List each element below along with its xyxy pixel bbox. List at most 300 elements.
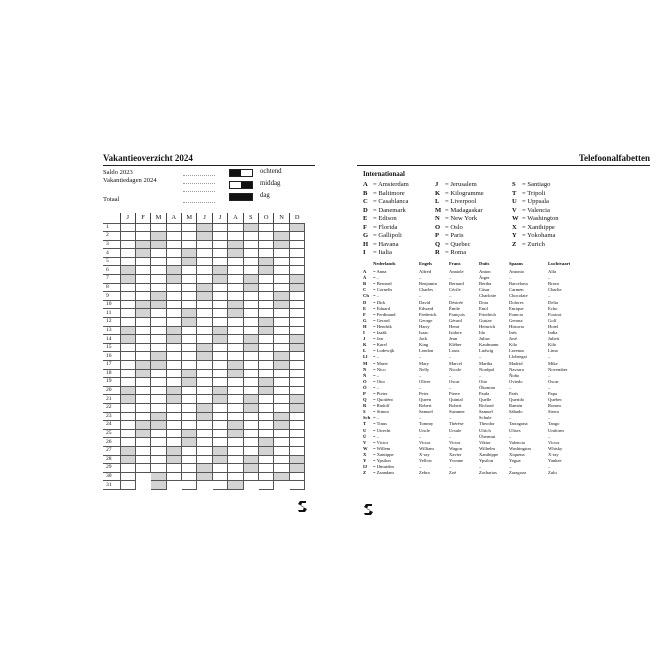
day-cell[interactable]	[166, 318, 181, 327]
day-cell[interactable]	[274, 283, 289, 292]
day-cell[interactable]	[197, 292, 212, 301]
day-cell[interactable]	[182, 412, 197, 421]
day-cell[interactable]	[212, 326, 227, 335]
day-cell[interactable]	[243, 361, 258, 370]
day-cell[interactable]	[182, 481, 197, 490]
day-cell[interactable]	[289, 412, 304, 421]
day-cell[interactable]	[259, 403, 274, 412]
day-cell[interactable]	[274, 378, 289, 387]
day-cell[interactable]	[212, 472, 227, 481]
day-cell[interactable]	[197, 412, 212, 421]
day-cell[interactable]	[197, 378, 212, 387]
day-cell[interactable]	[212, 300, 227, 309]
day-cell[interactable]	[197, 275, 212, 284]
day-cell[interactable]	[259, 412, 274, 421]
day-cell[interactable]	[166, 421, 181, 430]
day-cell[interactable]	[120, 386, 135, 395]
day-cell[interactable]	[212, 361, 227, 370]
day-cell[interactable]	[259, 232, 274, 241]
day-cell[interactable]	[289, 472, 304, 481]
day-cell[interactable]	[182, 318, 197, 327]
day-cell[interactable]	[274, 318, 289, 327]
day-cell[interactable]	[274, 464, 289, 473]
day-cell[interactable]	[120, 326, 135, 335]
day-cell[interactable]	[228, 309, 243, 318]
day-cell[interactable]	[243, 403, 258, 412]
day-cell[interactable]	[243, 283, 258, 292]
day-cell[interactable]	[151, 455, 166, 464]
day-cell[interactable]	[135, 266, 150, 275]
day-cell[interactable]	[274, 275, 289, 284]
day-cell[interactable]	[259, 472, 274, 481]
day-cell[interactable]	[135, 232, 150, 241]
day-cell[interactable]	[151, 472, 166, 481]
day-cell[interactable]	[274, 429, 289, 438]
day-cell[interactable]	[151, 318, 166, 327]
day-cell[interactable]	[182, 472, 197, 481]
day-cell[interactable]	[228, 283, 243, 292]
day-cell[interactable]	[151, 421, 166, 430]
day-cell[interactable]	[135, 412, 150, 421]
day-cell[interactable]	[182, 257, 197, 266]
day-cell[interactable]	[120, 403, 135, 412]
day-cell[interactable]	[289, 352, 304, 361]
day-cell[interactable]	[289, 283, 304, 292]
day-cell[interactable]	[274, 232, 289, 241]
day-cell[interactable]	[182, 369, 197, 378]
day-cell[interactable]	[228, 292, 243, 301]
day-cell[interactable]	[135, 464, 150, 473]
day-cell[interactable]	[289, 369, 304, 378]
day-cell[interactable]	[120, 335, 135, 344]
day-cell[interactable]	[197, 403, 212, 412]
day-cell[interactable]	[166, 249, 181, 258]
day-cell[interactable]	[151, 275, 166, 284]
day-cell[interactable]	[259, 446, 274, 455]
day-cell[interactable]	[120, 318, 135, 327]
day-cell[interactable]	[228, 446, 243, 455]
day-cell[interactable]	[228, 403, 243, 412]
day-cell[interactable]	[274, 326, 289, 335]
day-cell[interactable]	[243, 223, 258, 232]
day-cell[interactable]	[166, 446, 181, 455]
day-cell[interactable]	[259, 455, 274, 464]
day-cell[interactable]	[289, 403, 304, 412]
day-cell[interactable]	[274, 240, 289, 249]
day-cell[interactable]	[182, 446, 197, 455]
day-cell[interactable]	[166, 464, 181, 473]
day-cell[interactable]	[182, 378, 197, 387]
day-cell[interactable]	[243, 335, 258, 344]
day-cell[interactable]	[166, 343, 181, 352]
day-cell[interactable]	[151, 446, 166, 455]
day-cell[interactable]	[135, 446, 150, 455]
day-cell[interactable]	[120, 421, 135, 430]
day-cell[interactable]	[120, 309, 135, 318]
day-cell[interactable]	[120, 361, 135, 370]
day-cell[interactable]	[135, 240, 150, 249]
day-cell[interactable]	[259, 283, 274, 292]
day-cell[interactable]	[243, 249, 258, 258]
day-cell[interactable]	[120, 300, 135, 309]
day-cell[interactable]	[228, 429, 243, 438]
day-cell[interactable]	[228, 421, 243, 430]
day-cell[interactable]	[166, 300, 181, 309]
day-cell[interactable]	[228, 326, 243, 335]
day-cell[interactable]	[120, 378, 135, 387]
day-cell[interactable]	[197, 352, 212, 361]
day-cell[interactable]	[228, 455, 243, 464]
day-cell[interactable]	[135, 352, 150, 361]
day-cell[interactable]	[120, 223, 135, 232]
day-cell[interactable]	[197, 343, 212, 352]
day-cell[interactable]	[120, 257, 135, 266]
day-cell[interactable]	[259, 369, 274, 378]
day-cell[interactable]	[151, 378, 166, 387]
day-cell[interactable]	[182, 266, 197, 275]
day-cell[interactable]	[259, 249, 274, 258]
day-cell[interactable]	[243, 455, 258, 464]
day-cell[interactable]	[166, 386, 181, 395]
day-cell[interactable]	[135, 249, 150, 258]
day-cell[interactable]	[212, 412, 227, 421]
day-cell[interactable]	[243, 266, 258, 275]
day-cell[interactable]	[120, 369, 135, 378]
day-cell[interactable]	[151, 257, 166, 266]
day-cell[interactable]	[120, 232, 135, 241]
day-cell[interactable]	[228, 472, 243, 481]
day-cell[interactable]	[259, 378, 274, 387]
day-cell[interactable]	[212, 275, 227, 284]
day-cell[interactable]	[166, 412, 181, 421]
day-cell[interactable]	[212, 292, 227, 301]
day-cell[interactable]	[259, 257, 274, 266]
day-cell[interactable]	[135, 318, 150, 327]
day-cell[interactable]	[212, 455, 227, 464]
day-cell[interactable]	[243, 429, 258, 438]
day-cell[interactable]	[120, 429, 135, 438]
day-cell[interactable]	[135, 429, 150, 438]
day-cell[interactable]	[197, 455, 212, 464]
day-cell[interactable]	[274, 335, 289, 344]
day-cell[interactable]	[151, 352, 166, 361]
day-cell[interactable]	[243, 395, 258, 404]
day-cell[interactable]	[289, 326, 304, 335]
day-cell[interactable]	[289, 395, 304, 404]
day-cell[interactable]	[259, 318, 274, 327]
day-cell[interactable]	[151, 249, 166, 258]
day-cell[interactable]	[120, 446, 135, 455]
day-cell[interactable]	[274, 446, 289, 455]
day-cell[interactable]	[274, 249, 289, 258]
day-cell[interactable]	[259, 421, 274, 430]
day-cell[interactable]	[120, 412, 135, 421]
day-cell[interactable]	[228, 378, 243, 387]
day-cell[interactable]	[212, 395, 227, 404]
day-cell[interactable]	[135, 335, 150, 344]
day-cell[interactable]	[182, 386, 197, 395]
day-cell[interactable]	[212, 378, 227, 387]
day-cell[interactable]	[166, 275, 181, 284]
day-cell[interactable]	[228, 275, 243, 284]
day-cell[interactable]	[259, 464, 274, 473]
day-cell[interactable]	[135, 361, 150, 370]
day-cell[interactable]	[243, 421, 258, 430]
day-cell[interactable]	[197, 386, 212, 395]
day-cell[interactable]	[289, 300, 304, 309]
day-cell[interactable]	[212, 429, 227, 438]
day-cell[interactable]	[212, 318, 227, 327]
day-cell[interactable]	[197, 309, 212, 318]
day-cell[interactable]	[182, 309, 197, 318]
day-cell[interactable]	[228, 412, 243, 421]
day-cell[interactable]	[212, 309, 227, 318]
day-cell[interactable]	[197, 326, 212, 335]
day-cell[interactable]	[166, 395, 181, 404]
day-cell[interactable]	[259, 343, 274, 352]
day-cell[interactable]	[212, 464, 227, 473]
day-cell[interactable]	[120, 275, 135, 284]
day-cell[interactable]	[243, 257, 258, 266]
day-cell[interactable]	[182, 464, 197, 473]
day-cell[interactable]	[182, 249, 197, 258]
day-cell[interactable]	[228, 464, 243, 473]
day-cell[interactable]	[197, 240, 212, 249]
day-cell[interactable]	[228, 386, 243, 395]
day-cell[interactable]	[228, 369, 243, 378]
day-cell[interactable]	[182, 455, 197, 464]
day-cell[interactable]	[166, 361, 181, 370]
day-cell[interactable]	[135, 395, 150, 404]
day-cell[interactable]	[243, 318, 258, 327]
day-cell[interactable]	[212, 266, 227, 275]
day-cell[interactable]	[212, 249, 227, 258]
day-cell[interactable]	[135, 455, 150, 464]
day-cell[interactable]	[289, 464, 304, 473]
day-cell[interactable]	[274, 472, 289, 481]
day-cell[interactable]	[151, 292, 166, 301]
day-cell[interactable]	[243, 275, 258, 284]
day-cell[interactable]	[197, 232, 212, 241]
day-cell[interactable]	[243, 292, 258, 301]
day-cell[interactable]	[228, 438, 243, 447]
day-cell[interactable]	[182, 403, 197, 412]
day-cell[interactable]	[151, 232, 166, 241]
day-cell[interactable]	[182, 300, 197, 309]
day-cell[interactable]	[274, 412, 289, 421]
day-cell[interactable]	[259, 326, 274, 335]
day-cell[interactable]	[289, 309, 304, 318]
day-cell[interactable]	[135, 386, 150, 395]
day-cell[interactable]	[259, 395, 274, 404]
day-cell[interactable]	[135, 438, 150, 447]
day-cell[interactable]	[289, 318, 304, 327]
day-cell[interactable]	[120, 472, 135, 481]
day-cell[interactable]	[274, 352, 289, 361]
day-cell[interactable]	[182, 326, 197, 335]
day-cell[interactable]	[151, 438, 166, 447]
day-cell[interactable]	[212, 369, 227, 378]
day-cell[interactable]	[197, 446, 212, 455]
day-cell[interactable]	[243, 240, 258, 249]
day-cell[interactable]	[182, 283, 197, 292]
day-cell[interactable]	[151, 300, 166, 309]
day-cell[interactable]	[166, 335, 181, 344]
day-cell[interactable]	[151, 412, 166, 421]
day-cell[interactable]	[120, 395, 135, 404]
day-cell[interactable]	[212, 335, 227, 344]
day-cell[interactable]	[212, 438, 227, 447]
day-cell[interactable]	[259, 438, 274, 447]
day-cell[interactable]	[197, 283, 212, 292]
day-cell[interactable]	[197, 369, 212, 378]
day-cell[interactable]	[289, 335, 304, 344]
day-cell[interactable]	[212, 223, 227, 232]
saldo-field[interactable]	[183, 175, 215, 176]
day-cell[interactable]	[166, 403, 181, 412]
day-cell[interactable]	[166, 472, 181, 481]
day-cell[interactable]	[228, 266, 243, 275]
day-cell[interactable]	[151, 283, 166, 292]
day-cell[interactable]	[182, 343, 197, 352]
day-cell[interactable]	[274, 343, 289, 352]
day-cell[interactable]	[243, 343, 258, 352]
day-cell[interactable]	[182, 429, 197, 438]
day-cell[interactable]	[289, 378, 304, 387]
day-cell[interactable]	[120, 438, 135, 447]
day-cell[interactable]	[120, 292, 135, 301]
day-cell[interactable]	[289, 292, 304, 301]
day-cell[interactable]	[243, 309, 258, 318]
day-cell[interactable]	[274, 361, 289, 370]
day-cell[interactable]	[151, 266, 166, 275]
day-cell[interactable]	[243, 472, 258, 481]
day-cell[interactable]	[197, 464, 212, 473]
day-cell[interactable]	[289, 446, 304, 455]
day-cell[interactable]	[228, 335, 243, 344]
day-cell[interactable]	[212, 403, 227, 412]
day-cell[interactable]	[259, 266, 274, 275]
day-cell[interactable]	[151, 481, 166, 490]
day-cell[interactable]	[135, 283, 150, 292]
day-cell[interactable]	[182, 395, 197, 404]
day-cell[interactable]	[212, 343, 227, 352]
day-cell[interactable]	[259, 309, 274, 318]
day-cell[interactable]	[228, 361, 243, 370]
day-cell[interactable]	[197, 223, 212, 232]
day-cell[interactable]	[197, 257, 212, 266]
day-cell[interactable]	[135, 223, 150, 232]
day-cell[interactable]	[151, 240, 166, 249]
day-cell[interactable]	[135, 257, 150, 266]
day-cell[interactable]	[274, 403, 289, 412]
day-cell[interactable]	[182, 292, 197, 301]
day-cell[interactable]	[212, 283, 227, 292]
day-cell[interactable]	[135, 378, 150, 387]
day-cell[interactable]	[197, 421, 212, 430]
day-cell[interactable]	[197, 318, 212, 327]
day-cell[interactable]	[135, 326, 150, 335]
day-cell[interactable]	[243, 232, 258, 241]
day-cell[interactable]	[289, 421, 304, 430]
day-cell[interactable]	[197, 395, 212, 404]
day-cell[interactable]	[289, 223, 304, 232]
day-cell[interactable]	[212, 446, 227, 455]
day-cell[interactable]	[274, 309, 289, 318]
day-cell[interactable]	[274, 292, 289, 301]
day-cell[interactable]	[151, 429, 166, 438]
day-cell[interactable]	[151, 386, 166, 395]
day-cell[interactable]	[166, 283, 181, 292]
day-cell[interactable]	[228, 318, 243, 327]
day-cell[interactable]	[212, 232, 227, 241]
day-cell[interactable]	[228, 481, 243, 490]
day-cell[interactable]	[289, 249, 304, 258]
day-cell[interactable]	[212, 257, 227, 266]
day-cell[interactable]	[243, 369, 258, 378]
day-cell[interactable]	[259, 223, 274, 232]
day-cell[interactable]	[259, 240, 274, 249]
day-cell[interactable]	[135, 300, 150, 309]
day-cell[interactable]	[243, 326, 258, 335]
day-cell[interactable]	[243, 352, 258, 361]
day-cell[interactable]	[120, 455, 135, 464]
day-cell[interactable]	[166, 429, 181, 438]
day-cell[interactable]	[120, 352, 135, 361]
day-cell[interactable]	[182, 223, 197, 232]
day-cell[interactable]	[243, 464, 258, 473]
day-cell[interactable]	[228, 232, 243, 241]
day-cell[interactable]	[274, 455, 289, 464]
day-cell[interactable]	[259, 481, 274, 490]
day-cell[interactable]	[166, 455, 181, 464]
day-cell[interactable]	[274, 421, 289, 430]
day-cell[interactable]	[166, 257, 181, 266]
day-cell[interactable]	[151, 403, 166, 412]
day-cell[interactable]	[228, 343, 243, 352]
day-cell[interactable]	[228, 257, 243, 266]
day-cell[interactable]	[274, 266, 289, 275]
day-cell[interactable]	[259, 361, 274, 370]
day-cell[interactable]	[166, 232, 181, 241]
day-cell[interactable]	[166, 292, 181, 301]
day-cell[interactable]	[151, 395, 166, 404]
day-cell[interactable]	[274, 395, 289, 404]
day-cell[interactable]	[228, 240, 243, 249]
day-cell[interactable]	[274, 257, 289, 266]
day-cell[interactable]	[212, 481, 227, 490]
day-cell[interactable]	[289, 257, 304, 266]
day-cell[interactable]	[212, 240, 227, 249]
day-cell[interactable]	[289, 343, 304, 352]
day-cell[interactable]	[289, 240, 304, 249]
day-cell[interactable]	[151, 335, 166, 344]
day-cell[interactable]	[289, 361, 304, 370]
day-cell[interactable]	[182, 275, 197, 284]
day-cell[interactable]	[135, 292, 150, 301]
day-cell[interactable]	[135, 421, 150, 430]
day-cell[interactable]	[212, 386, 227, 395]
day-cell[interactable]	[289, 438, 304, 447]
day-cell[interactable]	[228, 352, 243, 361]
day-cell[interactable]	[274, 386, 289, 395]
day-cell[interactable]	[120, 343, 135, 352]
day-cell[interactable]	[289, 429, 304, 438]
day-cell[interactable]	[259, 300, 274, 309]
day-cell[interactable]	[228, 300, 243, 309]
day-cell[interactable]	[197, 438, 212, 447]
day-cell[interactable]	[182, 240, 197, 249]
